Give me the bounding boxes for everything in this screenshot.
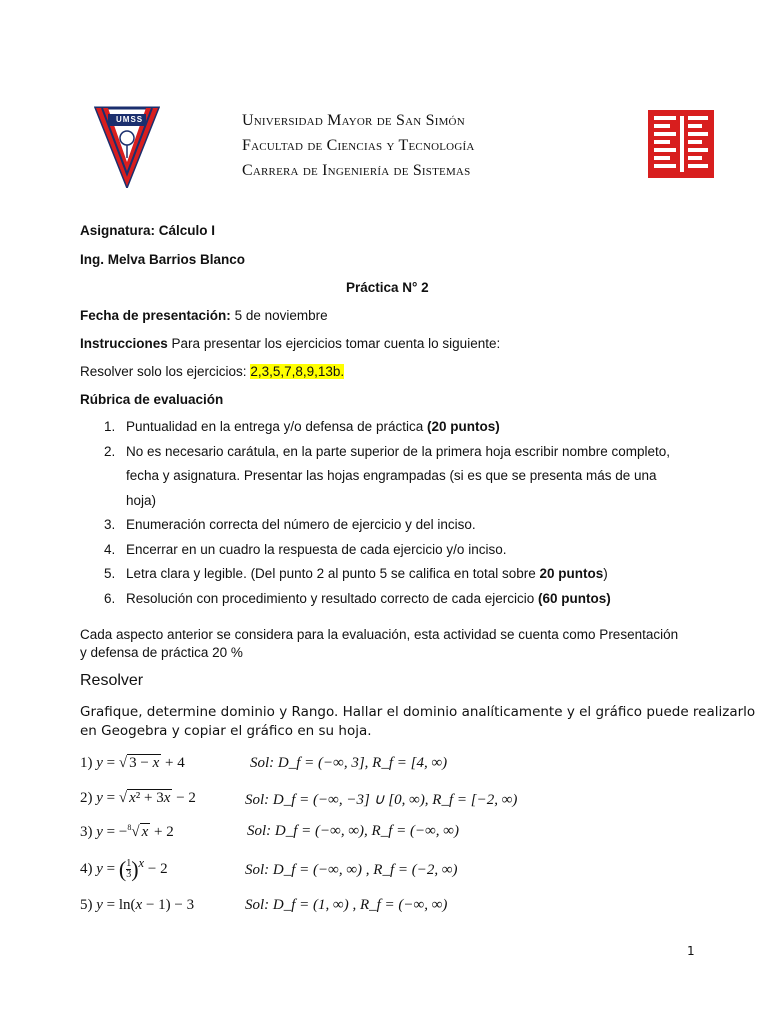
date-value: 5 de noviembre xyxy=(234,308,328,323)
instructions-text: Para presentar los ejercicios tomar cuenta lo siguiente: xyxy=(171,336,501,351)
rubric-title: Rúbrica de evaluación xyxy=(80,392,224,407)
rubric-item: 6. Resolución con procedimiento y resultado correcto de cada ejercicio (60 puntos) xyxy=(104,590,611,606)
teacher: Ing. Melva Barrios Blanco xyxy=(80,252,246,267)
evaluation-note-line1: Cada aspecto anterior se considera para la evaluación, esta actividad se cuenta como Presentación xyxy=(80,627,679,642)
exercise-1: 1) y = √ 3 − x + 4 xyxy=(80,755,185,771)
solve-list: 2,3,5,7,8,9,13b. xyxy=(250,364,345,379)
solve-label: Resolver solo los ejercicios: xyxy=(80,364,247,379)
rubric-list xyxy=(80,415,720,611)
rubric-item: 4. Encerrar en un cuadro la respuesta de cada ejercicio y/o inciso. xyxy=(104,541,507,557)
instructions-label: Instrucciones xyxy=(80,336,168,351)
resolver-intro-line1: Grafique, determine dominio y Rango. Hallar el dominio analíticamente y el gráfico puede realizarlo xyxy=(80,704,756,720)
umss-logo xyxy=(94,104,160,188)
solve-line xyxy=(80,363,344,381)
faculty-name: Facultad de Ciencias y Tecnología xyxy=(242,137,475,154)
exercise-5-solution: Sol: D_f = (1, ∞) , R_f = (−∞, ∞) xyxy=(245,897,448,913)
resolver-heading: Resolver xyxy=(80,672,144,689)
exercise-3: 3) y = −$^8$√ x + 2 xyxy=(80,823,174,840)
rubric-item: 5. Letra clara y legible. (Del punto 2 al punto 5 se califica en total sobre 20 puntos) xyxy=(104,566,608,581)
exercise-4: 4) y = ( $\frac{1}{3}$ )$^x$ − 2 xyxy=(80,856,168,882)
date-line xyxy=(80,307,328,325)
career-name: Carrera de Ingeniería de Sistemas xyxy=(242,162,471,179)
exercise-5: 5) y = ln(x − 1) − 3 xyxy=(80,897,195,913)
logo-text: UMSS xyxy=(116,115,144,124)
resolver-intro-line2: en Geogebra y copiar el gráfico en su hoja. xyxy=(80,723,372,739)
rubric-item: 1. Puntualidad en la entrega y/o defensa de práctica (20 puntos) xyxy=(104,419,500,434)
career-logo xyxy=(648,110,714,178)
exercise-2: 2) y = √ x² + 3x − 2 xyxy=(80,790,196,806)
rubric-item-continuation: fecha y asignatura. Presentar las hojas engrampadas (si es que se presenta más de una xyxy=(126,468,657,483)
practice-title: Práctica N° 2 xyxy=(346,280,429,295)
date-label: Fecha de presentación: xyxy=(80,308,231,323)
exercise-4-solution: Sol: D_f = (−∞, ∞) , R_f = (−2, ∞) xyxy=(245,862,458,878)
evaluation-note-line2: y defensa de práctica 20 % xyxy=(80,645,243,660)
rubric-item-continuation: hoja) xyxy=(126,492,157,508)
exercise-1-solution: Sol: D_f = (−∞, 3], R_f = [4, ∞) xyxy=(250,755,448,771)
page-number: 1 xyxy=(687,944,695,958)
exercise-2-solution: Sol: D_f = (−∞, −3] ∪ [0, ∞), R_f = [−2, ∞) xyxy=(245,792,518,808)
rubric-item: 2. No es necesario carátula, en la parte superior de la primera hoja escribir nombre completo, xyxy=(104,443,671,459)
exercise-3-solution: Sol: D_f = (−∞, ∞), R_f = (−∞, ∞) xyxy=(247,823,459,839)
university-name: Universidad Mayor de San Simón xyxy=(242,112,465,129)
rubric-item: 3. Enumeración correcta del número de ejercicio y del inciso. xyxy=(104,517,476,532)
subject: Asignatura: Cálculo I xyxy=(80,223,216,238)
instructions-line xyxy=(80,335,500,353)
